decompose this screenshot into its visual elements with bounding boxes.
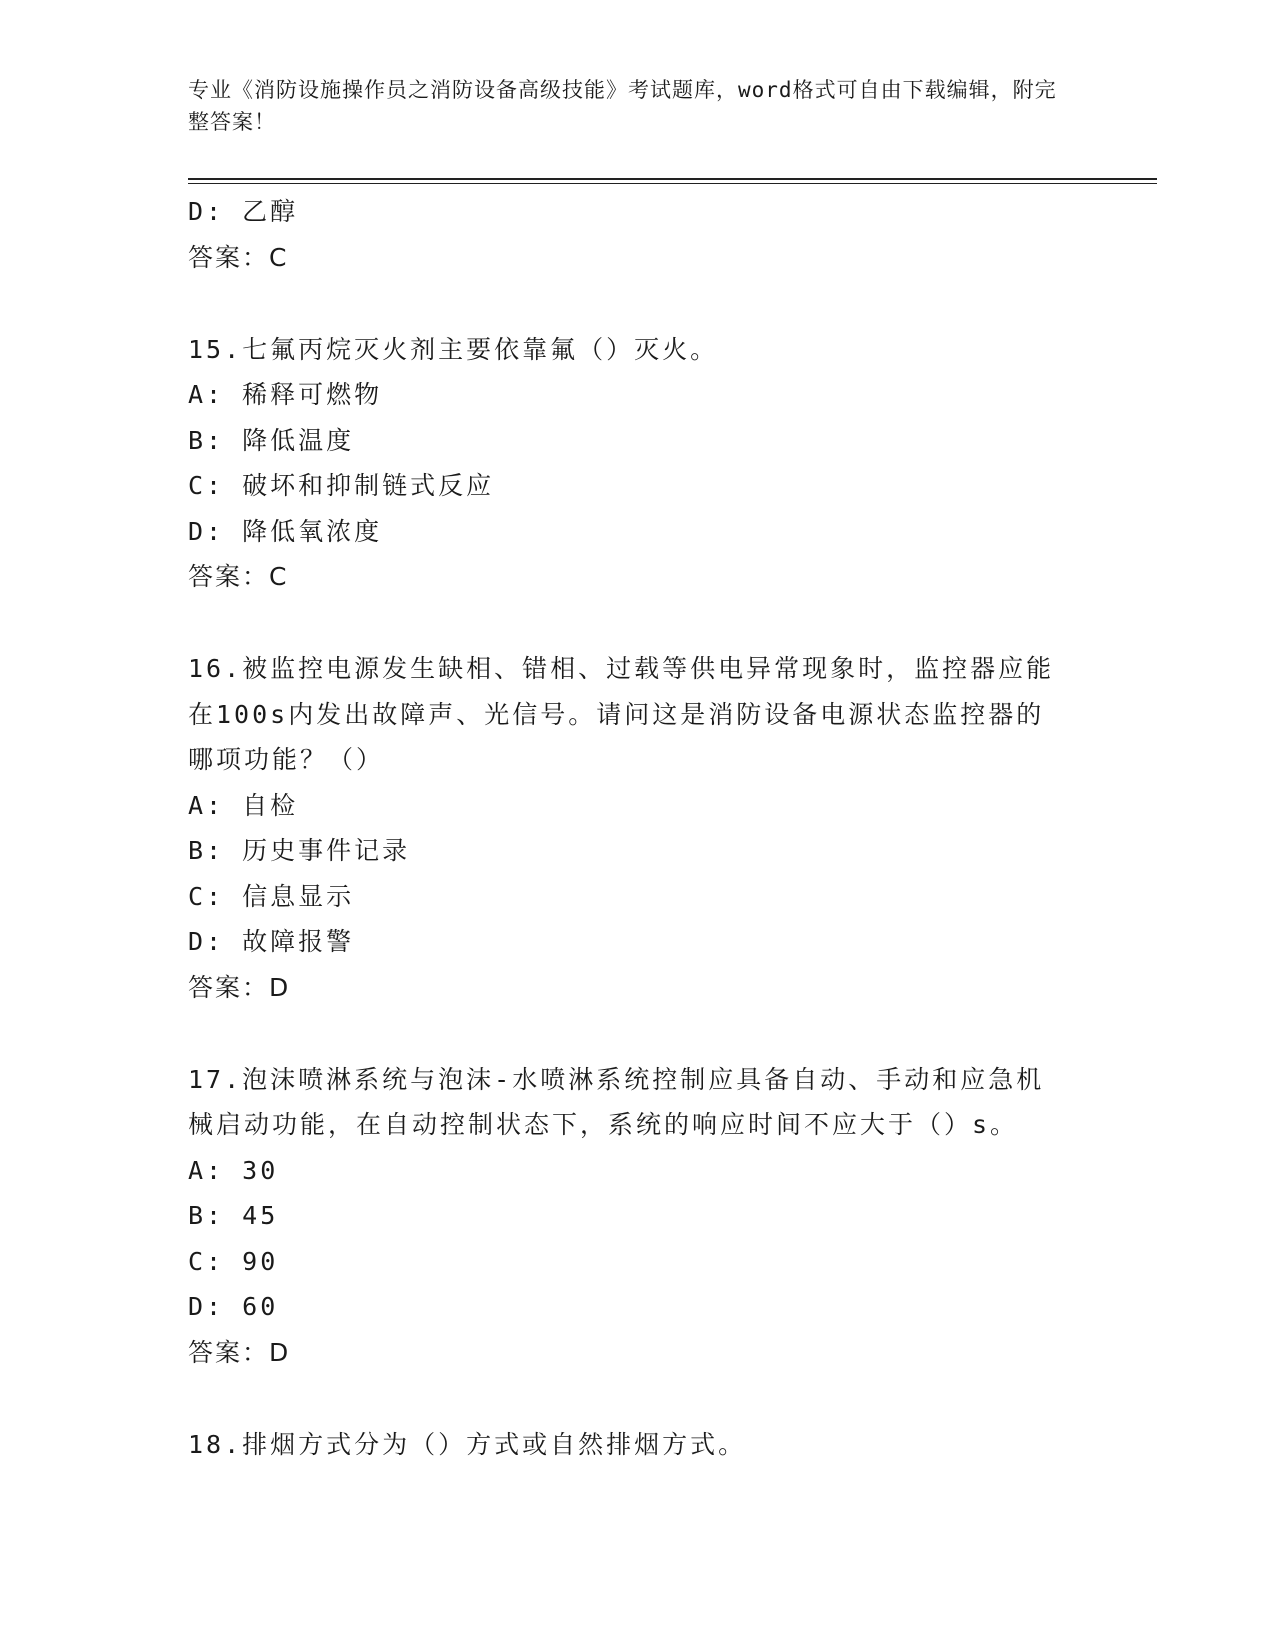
option-d: D: 故障报警 — [188, 927, 355, 956]
answer: 答案：D — [188, 1337, 291, 1367]
option-d: D: 乙醇 — [188, 197, 299, 226]
question-18 — [188, 1422, 1088, 1468]
option-d: D: 60 — [188, 1292, 279, 1321]
question-15 — [188, 327, 1088, 601]
option-a: A: 30 — [188, 1155, 279, 1185]
question-17 — [188, 1057, 1088, 1376]
page-header: 专业《消防设施操作员之消防设备高级技能》考试题库，word格式可自由下载编辑，附完整答案！ — [188, 78, 1057, 134]
answer: 答案：D — [188, 972, 291, 1002]
option-b: B: 历史事件记录 — [188, 836, 411, 865]
header-rule-thin — [188, 183, 1157, 184]
answer: 答案：C — [188, 562, 289, 591]
option-c: C: 信息显示 — [188, 881, 355, 911]
option-d: D: 降低氧浓度 — [188, 516, 383, 546]
option-a: A: 自检 — [188, 790, 299, 820]
question-text: 17.泡沫喷淋系统与泡沫-水喷淋系统控制应具备自动、手动和应急机械启动功能，在自动控制状态下，系统的响应时间不应大于（）s。 — [188, 1064, 1045, 1139]
option-c: C: 破坏和抑制链式反应 — [188, 471, 495, 500]
question-text: 15.七氟丙烷灭火剂主要依靠氟（）灭火。 — [188, 334, 719, 364]
option-b: B: 45 — [188, 1201, 279, 1230]
option-c: C: 90 — [188, 1246, 279, 1276]
answer: 答案：C — [188, 242, 289, 272]
question-16 — [188, 646, 1088, 1011]
question-text: 18.排烟方式分为（）方式或自然排烟方式。 — [188, 1429, 747, 1459]
option-a: A: 稀释可燃物 — [188, 380, 383, 409]
question-content — [188, 189, 1088, 1467]
header-rule-thick — [188, 178, 1157, 180]
question-text: 16.被监控电源发生缺相、错相、过载等供电异常现象时，监控器应能在100s内发出故障声、光信号。请问这是消防设备电源状态监控器的哪项功能？（） — [188, 654, 1055, 774]
option-b: B: 降低温度 — [188, 425, 355, 455]
